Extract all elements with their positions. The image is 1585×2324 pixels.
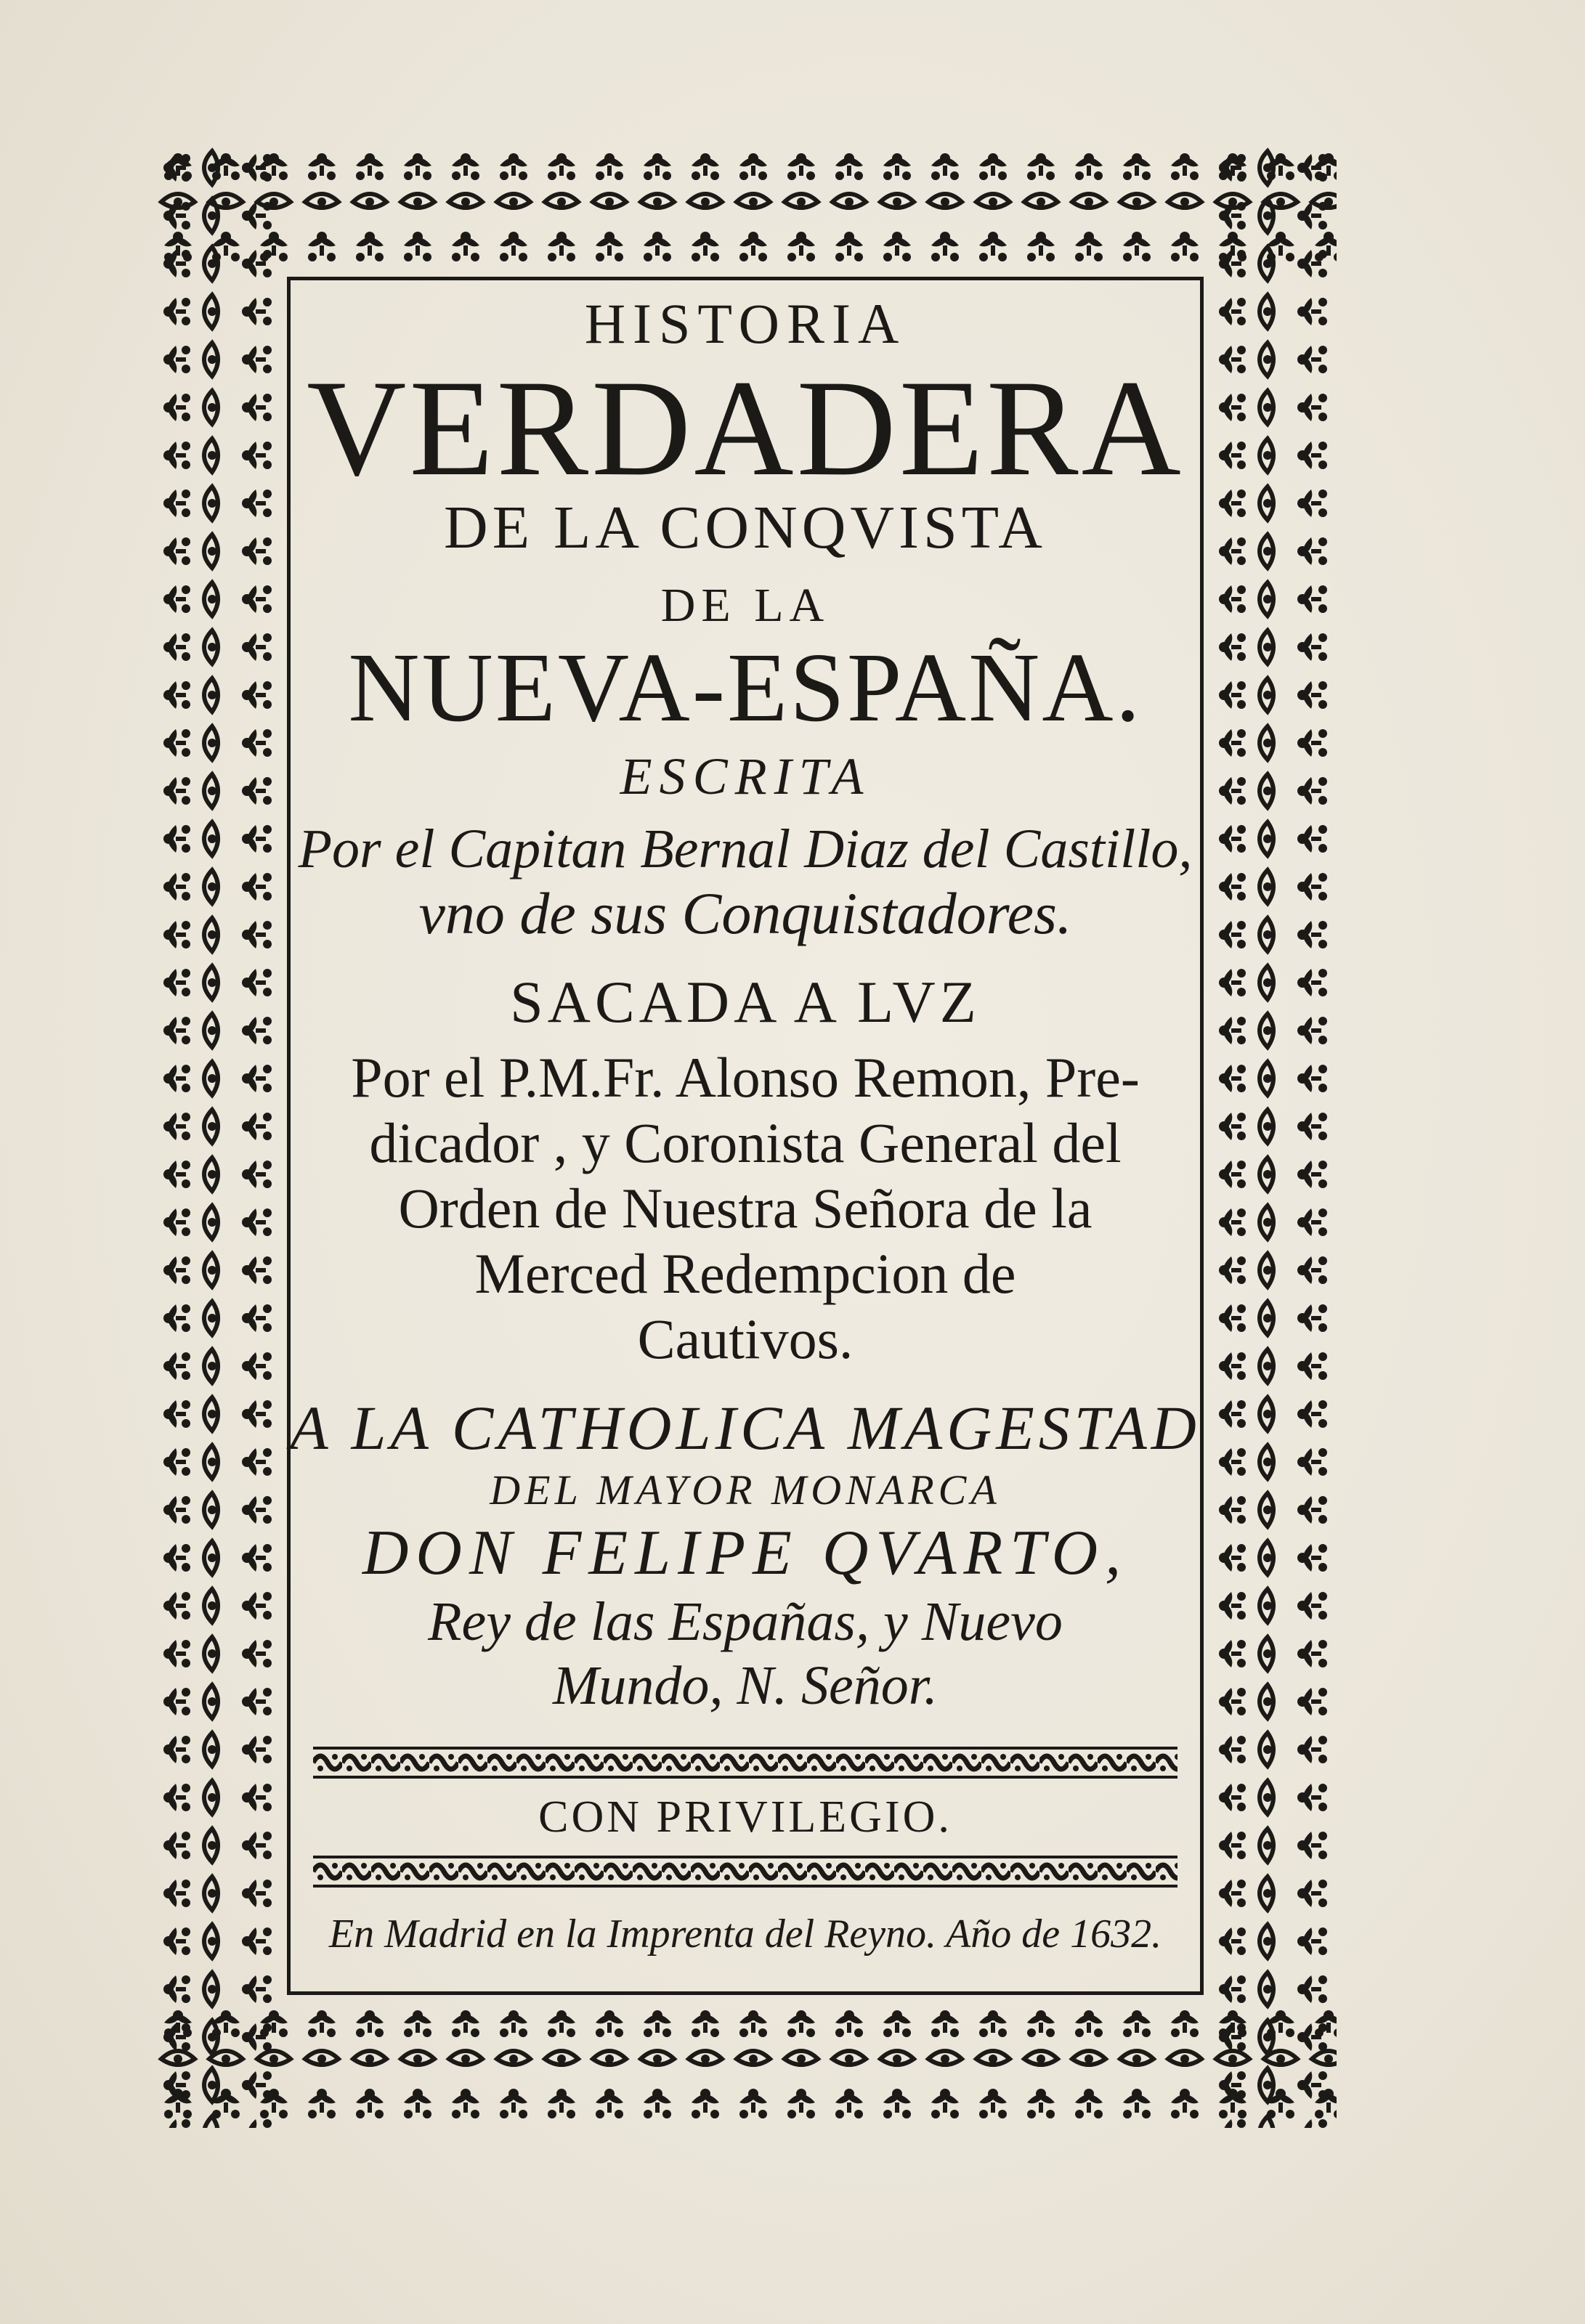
border-right-ornament xyxy=(1209,144,1337,2128)
editor-line-3: Orden de Nuestra Señora de la xyxy=(398,1177,1093,1240)
editor-line-1: Por el P.M.Fr. Alonso Remon, Pre- xyxy=(351,1046,1140,1109)
imprint-line: En Madrid en la Imprenta del Reyno. Año de 1632. xyxy=(328,1911,1162,1957)
dedication-line-2: DEL MAYOR MONARCA xyxy=(490,1466,1001,1514)
border-left-ornament xyxy=(154,144,281,2128)
heading-de-la: DE LA xyxy=(660,579,830,632)
author-line-1: Por el Capitan Bernal Diaz del Castillo, xyxy=(298,818,1193,879)
editor-line-4: Merced Redempcion de xyxy=(474,1242,1016,1305)
title-page-text xyxy=(287,280,1204,2015)
dedication-line-3: DON FELIPE QVARTO, xyxy=(362,1518,1129,1588)
label-escrita: ESCRITA xyxy=(620,747,871,805)
dedication-line-5: Mundo, N. Señor. xyxy=(553,1655,938,1716)
heading-de-la-conquista: DE LA CONQVISTA xyxy=(444,494,1047,561)
privilege-notice: CON PRIVILEGIO. xyxy=(538,1792,952,1842)
dedication-line-1: A LA CATHOLICA MAGESTAD xyxy=(290,1393,1201,1463)
border-top-ornament xyxy=(154,144,1337,271)
ornamental-rule-lower xyxy=(313,1856,1177,1888)
border-bottom-ornament xyxy=(154,2001,1337,2128)
label-sacada-a-luz: SACADA A LVZ xyxy=(510,969,981,1035)
heading-nueva-espana: NUEVA-ESPAÑA. xyxy=(348,633,1143,742)
heading-historia: HISTORIA xyxy=(584,292,907,355)
editor-line-2: dicador , y Coronista General del xyxy=(369,1111,1122,1174)
dedication-line-4: Rey de las Españas, y Nuevo xyxy=(428,1591,1063,1652)
author-line-2: vno de sus Conquistadores. xyxy=(418,880,1072,946)
heading-verdadera: VERDADERA xyxy=(307,352,1184,505)
editor-line-5: Cautivos. xyxy=(637,1307,854,1370)
ornamental-rule-upper xyxy=(313,1747,1177,1779)
